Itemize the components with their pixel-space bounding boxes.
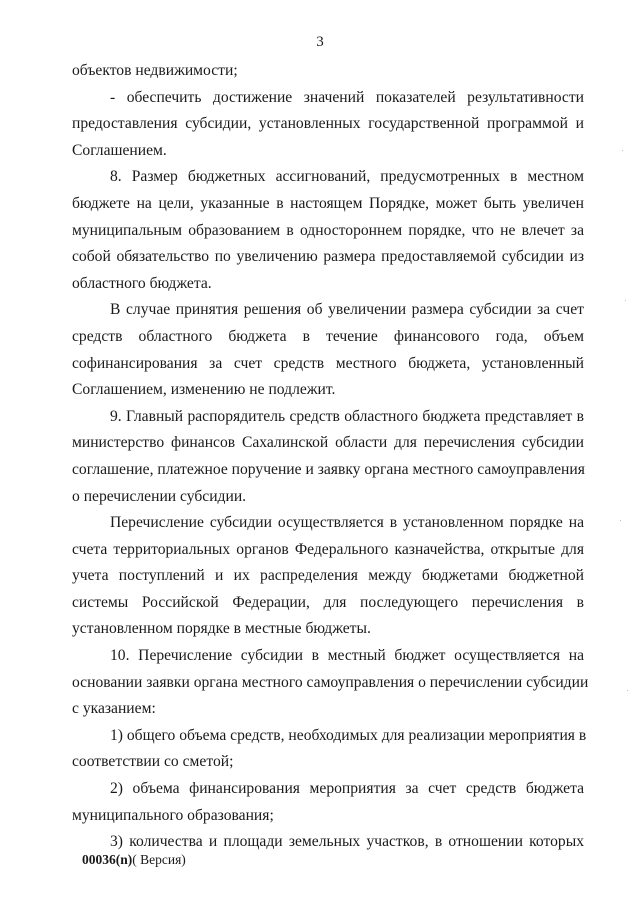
text-line: 8. Размер бюджетных ассигнований, предусмотренных в местном	[110, 168, 584, 186]
text-line: системы Российской Федерации, для последующего перечисления в	[72, 593, 584, 611]
text-line: бюджете на цели, указанные в настоящем Порядке, может быть увеличен	[72, 194, 584, 212]
text-line: Соглашением.	[72, 141, 167, 159]
scan-speck	[627, 690, 628, 691]
text-line: объектов недвижимости;	[72, 62, 238, 79]
text-line: средств областного бюджета в течение финансового года, объем	[72, 327, 584, 345]
text-line: соответствии со сметой;	[72, 753, 234, 771]
text-line: муниципальным образованием в одностороннем порядке, что не влечет за	[72, 221, 584, 239]
page-number: 3	[316, 34, 324, 50]
text-line: софинансирования за счет средств местного бюджета, установленный	[72, 354, 584, 372]
text-line: собой обязательство по увеличению размера предоставляемой субсидии из	[72, 248, 584, 266]
text-line: 1) общего объема средств, необходимых для реализации мероприятия в	[110, 726, 587, 744]
text-line: 9. Главный распорядитель средств областного бюджета представляет в	[110, 407, 584, 425]
text-line: 3) количества и площади земельных участков, в отношении которых	[110, 833, 584, 851]
text-line: Соглашением, изменению не подлежит.	[72, 381, 336, 399]
text-line: муниципального образования;	[72, 806, 274, 824]
text-line: 10. Перечисление субсидии в местный бюджет осуществляется на	[110, 647, 584, 665]
document-body	[72, 58, 589, 856]
text-line: областного бюджета.	[72, 274, 212, 292]
scan-speck	[620, 520, 621, 521]
text-line: - обеспечить достижение значений показателей результативности	[110, 88, 584, 106]
text-line: 2) объема финансирования мероприятия за счет средств бюджета	[110, 780, 584, 798]
document-code: 00036(n)	[82, 852, 133, 867]
text-line: министерство финансов Сахалинской области для перечисления субсидии	[72, 434, 584, 452]
text-line: В случае принятия решения об увеличении размера субсидии за счет	[110, 301, 584, 319]
text-line: основании заявки органа местного самоуправления о перечислении субсидии	[72, 673, 589, 691]
scan-speck	[625, 300, 626, 301]
text-line: счета территориальных органов Федерального казначейства, открытые для	[72, 540, 584, 558]
document-footer	[82, 852, 186, 868]
text-line: о перечислении субсидии.	[72, 487, 247, 505]
text-line: предоставления субсидии, установленных государственной программой и	[72, 115, 584, 133]
text-line: установленном порядке в местные бюджеты.	[72, 620, 371, 638]
document-version: ( Версия)	[132, 852, 186, 867]
text-line: учета поступлений и их распределения между бюджетами бюджетной	[72, 567, 584, 585]
text-line: соглашение, платежное поручение и заявку органа местного самоуправления	[72, 460, 585, 478]
scan-speck	[622, 150, 623, 151]
text-line: с указанием:	[72, 700, 156, 718]
text-line: Перечисление субсидии осуществляется в установленном порядке на	[110, 514, 584, 532]
